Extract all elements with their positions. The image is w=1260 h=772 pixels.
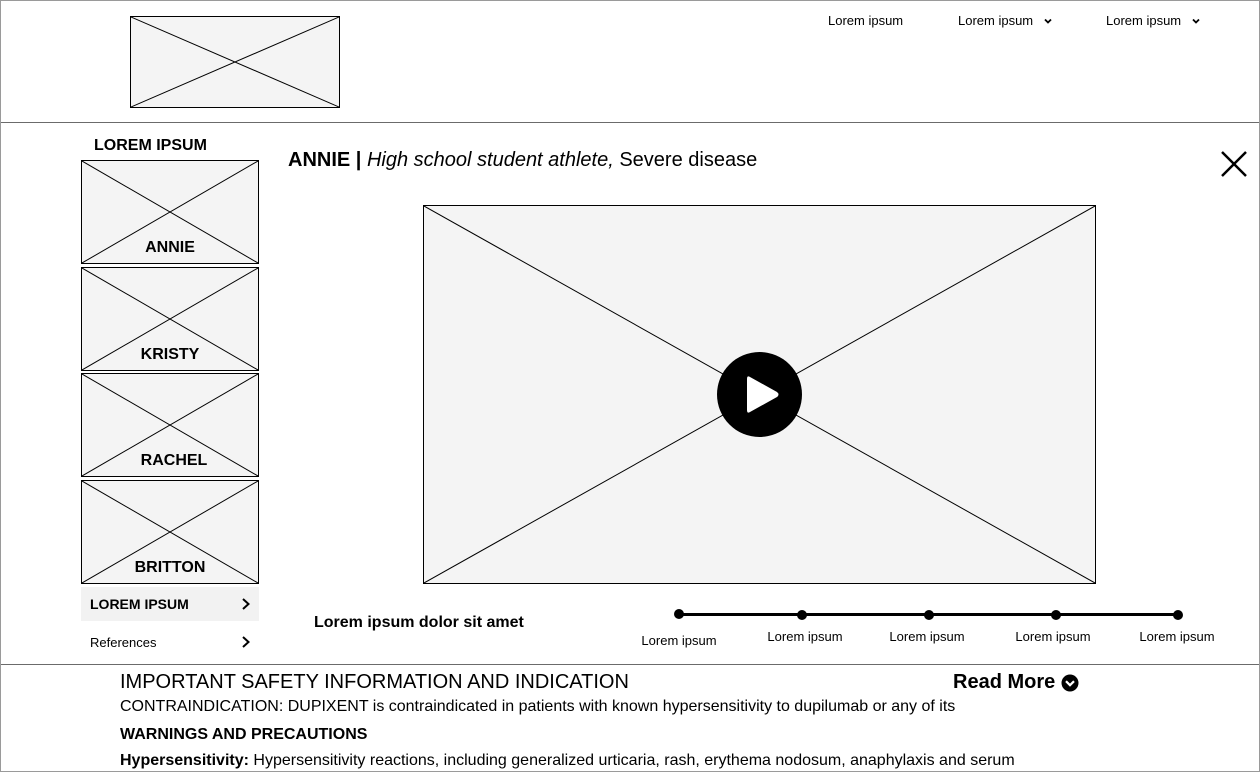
hypersensitivity-paragraph	[120, 752, 1015, 770]
play-icon	[717, 352, 802, 437]
hypersensitivity-label: Hypersensitivity:	[120, 752, 249, 769]
nav-item-3[interactable]	[1106, 13, 1201, 28]
patient-thumb-britton[interactable]	[81, 480, 259, 584]
chevron-down-circle-icon	[1061, 674, 1079, 692]
patient-name: ANNIE	[145, 239, 195, 256]
patient-title-name: ANNIE |	[288, 149, 362, 171]
sidebar-link-label: LOREM IPSUM	[90, 596, 189, 612]
patient-name: RACHEL	[140, 452, 208, 469]
logo-placeholder[interactable]	[130, 16, 340, 108]
safety-heading: IMPORTANT SAFETY INFORMATION AND INDICATION	[120, 671, 629, 693]
sidebar-link-lorem-ipsum[interactable]	[81, 587, 259, 621]
nav-item-2[interactable]	[958, 13, 1053, 28]
chevron-down-icon	[1043, 16, 1053, 26]
timeline-label[interactable]: Lorem ipsum	[1015, 629, 1091, 644]
video-title	[288, 149, 757, 172]
timeline-dot[interactable]	[1173, 610, 1183, 620]
patient-thumb-kristy[interactable]	[81, 267, 259, 371]
patient-thumb-annie[interactable]	[81, 160, 259, 264]
hypersensitivity-text: Hypersensitivity reactions, including generalized urticaria, rash, erythema nodosum, anaphylaxis and serum	[248, 752, 1015, 769]
warnings-heading: WARNINGS AND PRECAUTIONS	[120, 726, 368, 743]
header-divider	[1, 122, 1259, 123]
timeline-label[interactable]: Lorem ipsum	[889, 629, 965, 644]
chevron-right-icon	[241, 597, 251, 611]
sidebar-title: LOREM IPSUM	[94, 137, 207, 154]
patient-title-role: High school student athlete,	[366, 149, 614, 171]
patient-name: KRISTY	[140, 346, 200, 363]
video-caption: Lorem ipsum dolor sit amet	[314, 614, 524, 631]
safety-divider	[1, 664, 1259, 665]
chevron-down-icon	[1191, 16, 1201, 26]
timeline-dot[interactable]	[924, 610, 934, 620]
timeline-label[interactable]: Lorem ipsum	[767, 629, 843, 644]
patient-title-condition: Severe disease	[619, 149, 758, 171]
chevron-right-icon	[241, 635, 251, 649]
nav-item-label: Lorem ipsum	[1106, 13, 1182, 28]
timeline-label[interactable]: Lorem ipsum	[1139, 629, 1215, 644]
nav-item-label: Lorem ipsum	[958, 13, 1034, 28]
read-more-button[interactable]	[953, 671, 1079, 694]
sidebar-link-label: References	[90, 634, 157, 650]
close-icon[interactable]	[1220, 150, 1248, 178]
timeline-dot[interactable]	[797, 610, 807, 620]
timeline-dot[interactable]	[1051, 610, 1061, 620]
timeline-label[interactable]: Lorem ipsum	[641, 633, 717, 648]
nav-item-label: Lorem ipsum	[828, 13, 904, 28]
patient-thumb-rachel[interactable]	[81, 373, 259, 477]
sidebar-link-references[interactable]	[81, 625, 259, 659]
contraindication-text: CONTRAINDICATION: DUPIXENT is contraindicated in patients with known hypersensitivity to dupilumab or any of its	[120, 698, 956, 715]
timeline-dot[interactable]	[674, 609, 684, 619]
patient-name: BRITTON	[134, 559, 206, 576]
nav-item-1[interactable]	[828, 13, 903, 28]
read-more-label: Read More	[953, 671, 1056, 693]
play-button[interactable]	[717, 352, 802, 437]
